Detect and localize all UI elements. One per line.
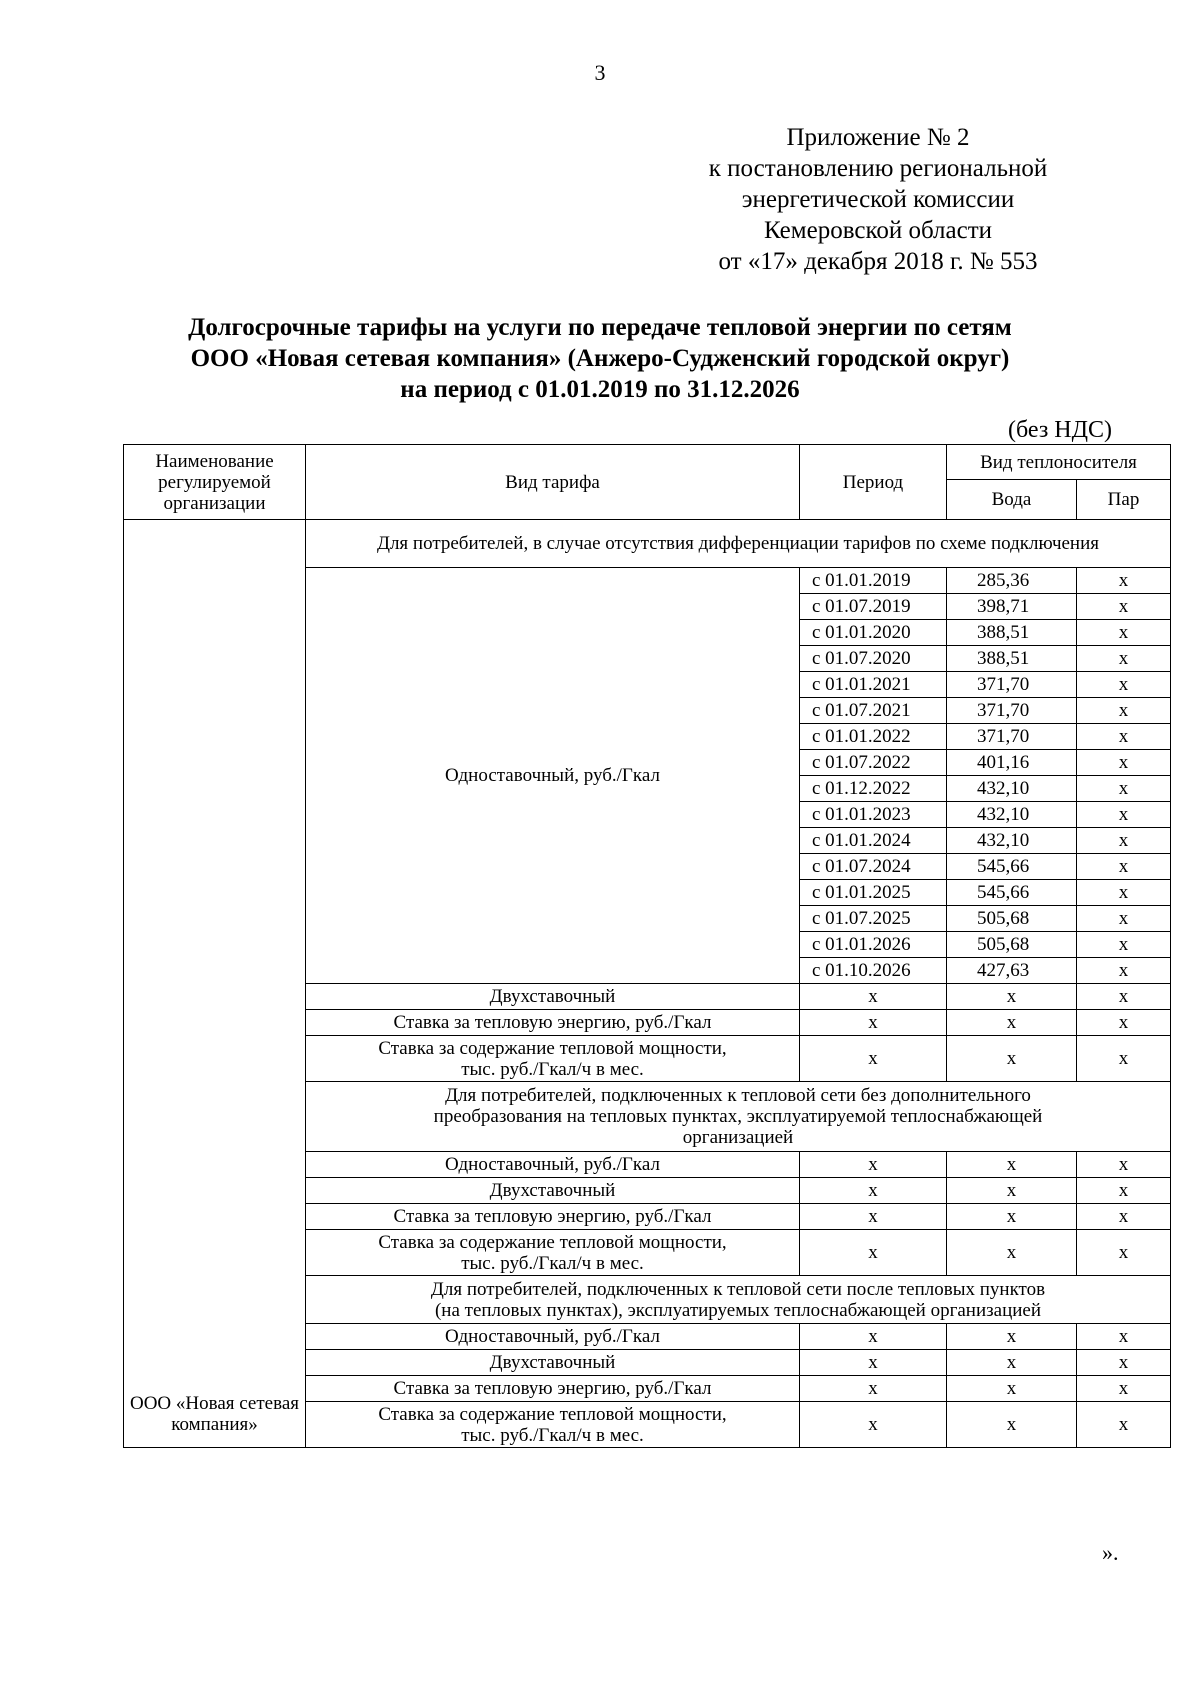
steam-cell: х xyxy=(1077,854,1171,880)
period-cell: с 01.01.2019 xyxy=(800,568,947,594)
section-title-line: Для потребителей, подключенных к тепловой сети после тепловых пунктов xyxy=(430,1278,1046,1300)
period-cell: х xyxy=(800,1152,947,1178)
steam-cell: х xyxy=(1077,802,1171,828)
water-cell: х xyxy=(947,984,1077,1010)
steam-cell: х xyxy=(1077,776,1171,802)
water-value-cell: 545,66 xyxy=(947,880,1077,906)
title-line: ООО «Новая сетевая компания» (Анжеро-Судженский городской округ) xyxy=(190,345,1010,372)
tariff-type-cell: Двухставочный xyxy=(306,1350,800,1376)
water-cell: х xyxy=(947,1010,1077,1036)
tariff-type-cell: Ставка за тепловую энергию, руб./Гкал xyxy=(306,1376,800,1402)
header-organization: Наименование регулируемой организации xyxy=(124,445,306,520)
header-steam: Пар xyxy=(1077,480,1171,520)
period-cell: с 01.07.2025 xyxy=(800,906,947,932)
steam-cell: х xyxy=(1077,984,1171,1010)
steam-cell: х xyxy=(1077,958,1171,984)
period-cell: х xyxy=(800,1324,947,1350)
water-value-cell: 432,10 xyxy=(947,802,1077,828)
water-value-cell: 371,70 xyxy=(947,672,1077,698)
steam-cell: х xyxy=(1077,620,1171,646)
steam-cell: х xyxy=(1077,932,1171,958)
title-line: Долгосрочные тарифы на услуги по передаче тепловой энергии по сетям xyxy=(188,314,1012,341)
steam-cell: х xyxy=(1077,1178,1171,1204)
period-cell: с 01.01.2022 xyxy=(800,724,947,750)
tariff-type-cell-line: Ставка за содержание тепловой мощности, xyxy=(378,1231,727,1253)
water-cell: х xyxy=(947,1036,1077,1082)
period-cell: с 01.07.2022 xyxy=(800,750,947,776)
water-value-cell: 505,68 xyxy=(947,932,1077,958)
appendix-line: к постановлению региональной xyxy=(708,155,1048,182)
period-cell: х xyxy=(800,1036,947,1082)
steam-cell: х xyxy=(1077,698,1171,724)
period-cell: х xyxy=(800,1230,947,1276)
steam-cell: х xyxy=(1077,1350,1171,1376)
steam-cell: х xyxy=(1077,1010,1171,1036)
section-title-row xyxy=(124,520,1171,568)
appendix-line: энергетической комиссии xyxy=(741,186,1015,213)
section-title xyxy=(306,1082,1171,1152)
period-cell: х xyxy=(800,1178,947,1204)
section-title-line: преобразования на тепловых пунктах, эксплуатируемой теплоснабжающей xyxy=(433,1106,1043,1127)
water-value-cell: 432,10 xyxy=(947,776,1077,802)
tariff-type-cell xyxy=(306,1230,800,1276)
steam-cell: х xyxy=(1077,1402,1171,1448)
steam-cell: х xyxy=(1077,906,1171,932)
period-cell: с 01.07.2021 xyxy=(800,698,947,724)
period-cell: х xyxy=(800,1204,947,1230)
tariff-type-cell xyxy=(306,1036,800,1082)
period-cell: с 01.07.2019 xyxy=(800,594,947,620)
steam-cell: х xyxy=(1077,1204,1171,1230)
header-row xyxy=(124,445,1171,480)
steam-cell: х xyxy=(1077,750,1171,776)
closing-quote: ». xyxy=(1102,1540,1119,1565)
tariff-type-cell xyxy=(306,1402,800,1448)
water-cell: х xyxy=(947,1204,1077,1230)
tariff-type-cell-line: Ставка за содержание тепловой мощности, xyxy=(378,1037,727,1059)
tariff-type-cell-line: тыс. руб./Гкал/ч в мес. xyxy=(461,1424,644,1446)
tariff-type-cell: Двухставочный xyxy=(306,984,800,1010)
water-cell: х xyxy=(947,1324,1077,1350)
header-water: Вода xyxy=(947,480,1077,520)
water-cell: х xyxy=(947,1402,1077,1448)
appendix-line: от «17» декабря 2018 г. № 553 xyxy=(718,248,1038,275)
period-cell: х xyxy=(800,1402,947,1448)
water-value-cell: 388,51 xyxy=(947,646,1077,672)
tariff-table-body xyxy=(124,445,1171,1448)
steam-cell: х xyxy=(1077,568,1171,594)
period-cell: с 01.01.2023 xyxy=(800,802,947,828)
page-number: 3 xyxy=(594,60,606,85)
period-cell: с 01.01.2025 xyxy=(800,880,947,906)
period-cell: х xyxy=(800,1376,947,1402)
tariff-type-cell-line: тыс. руб./Гкал/ч в мес. xyxy=(461,1252,644,1274)
steam-cell: х xyxy=(1077,1376,1171,1402)
tariff-type-cell-line: тыс. руб./Гкал/ч в мес. xyxy=(461,1058,644,1080)
period-cell: с 01.01.2024 xyxy=(800,828,947,854)
vat-note: (без НДС) xyxy=(1007,417,1112,443)
appendix-header xyxy=(668,122,1088,277)
tariff-table xyxy=(123,444,1171,1448)
section-title: Для потребителей, в случае отсутствия дифференциации тарифов по схеме подключения xyxy=(306,520,1171,568)
period-cell: с 01.01.2020 xyxy=(800,620,947,646)
tariff-type-cell: Ставка за тепловую энергию, руб./Гкал xyxy=(306,1204,800,1230)
steam-cell: х xyxy=(1077,1324,1171,1350)
document-title xyxy=(100,312,1100,405)
header-tariff-type: Вид тарифа xyxy=(306,445,800,520)
water-cell: х xyxy=(947,1178,1077,1204)
header-carrier: Вид теплоносителя xyxy=(947,445,1171,480)
appendix-line: Кемеровской области xyxy=(763,217,993,244)
steam-cell: х xyxy=(1077,1152,1171,1178)
period-cell: х xyxy=(800,1010,947,1036)
tariff-type-cell: Двухставочный xyxy=(306,1178,800,1204)
period-cell: х xyxy=(800,984,947,1010)
water-value-cell: 371,70 xyxy=(947,698,1077,724)
water-value-cell: 285,36 xyxy=(947,568,1077,594)
header-period: Период xyxy=(800,445,947,520)
water-value-cell: 427,63 xyxy=(947,958,1077,984)
section-title xyxy=(306,1276,1171,1324)
section-title-line: (на тепловых пунктах), эксплуатируемых теплоснабжающей организацией xyxy=(434,1299,1042,1321)
water-value-cell: 505,68 xyxy=(947,906,1077,932)
title-line: на период с 01.01.2019 по 31.12.2026 xyxy=(400,376,800,403)
water-value-cell: 545,66 xyxy=(947,854,1077,880)
steam-cell: х xyxy=(1077,646,1171,672)
water-value-cell: 432,10 xyxy=(947,828,1077,854)
steam-cell: х xyxy=(1077,1036,1171,1082)
steam-cell: х xyxy=(1077,1230,1171,1276)
organization-cell: ООО «Новая сетевая компания» xyxy=(124,520,306,1448)
water-value-cell: 388,51 xyxy=(947,620,1077,646)
tariff-type-cell: Одноставочный, руб./Гкал xyxy=(306,1152,800,1178)
section-title-line: организацией xyxy=(682,1127,794,1148)
period-cell: с 01.01.2021 xyxy=(800,672,947,698)
steam-cell: х xyxy=(1077,828,1171,854)
water-value-cell: 371,70 xyxy=(947,724,1077,750)
section-title-line: Для потребителей, подключенных к тепловой сети без дополнительного xyxy=(445,1085,1031,1106)
period-cell: с 01.07.2020 xyxy=(800,646,947,672)
single-rate-cell: Одноставочный, руб./Гкал xyxy=(306,568,800,984)
steam-cell: х xyxy=(1077,594,1171,620)
period-cell: с 01.12.2022 xyxy=(800,776,947,802)
period-cell: с 01.01.2026 xyxy=(800,932,947,958)
tariff-type-cell: Одноставочный, руб./Гкал xyxy=(306,1324,800,1350)
water-cell: х xyxy=(947,1152,1077,1178)
water-cell: х xyxy=(947,1230,1077,1276)
water-value-cell: 398,71 xyxy=(947,594,1077,620)
tariff-type-cell-line: Ставка за содержание тепловой мощности, xyxy=(378,1403,727,1425)
water-cell: х xyxy=(947,1376,1077,1402)
period-cell: х xyxy=(800,1350,947,1376)
water-value-cell: 401,16 xyxy=(947,750,1077,776)
tariff-type-cell: Ставка за тепловую энергию, руб./Гкал xyxy=(306,1010,800,1036)
steam-cell: х xyxy=(1077,880,1171,906)
period-cell: с 01.07.2024 xyxy=(800,854,947,880)
period-cell: с 01.10.2026 xyxy=(800,958,947,984)
water-cell: х xyxy=(947,1350,1077,1376)
appendix-line: Приложение № 2 xyxy=(786,124,970,151)
steam-cell: х xyxy=(1077,724,1171,750)
steam-cell: х xyxy=(1077,672,1171,698)
